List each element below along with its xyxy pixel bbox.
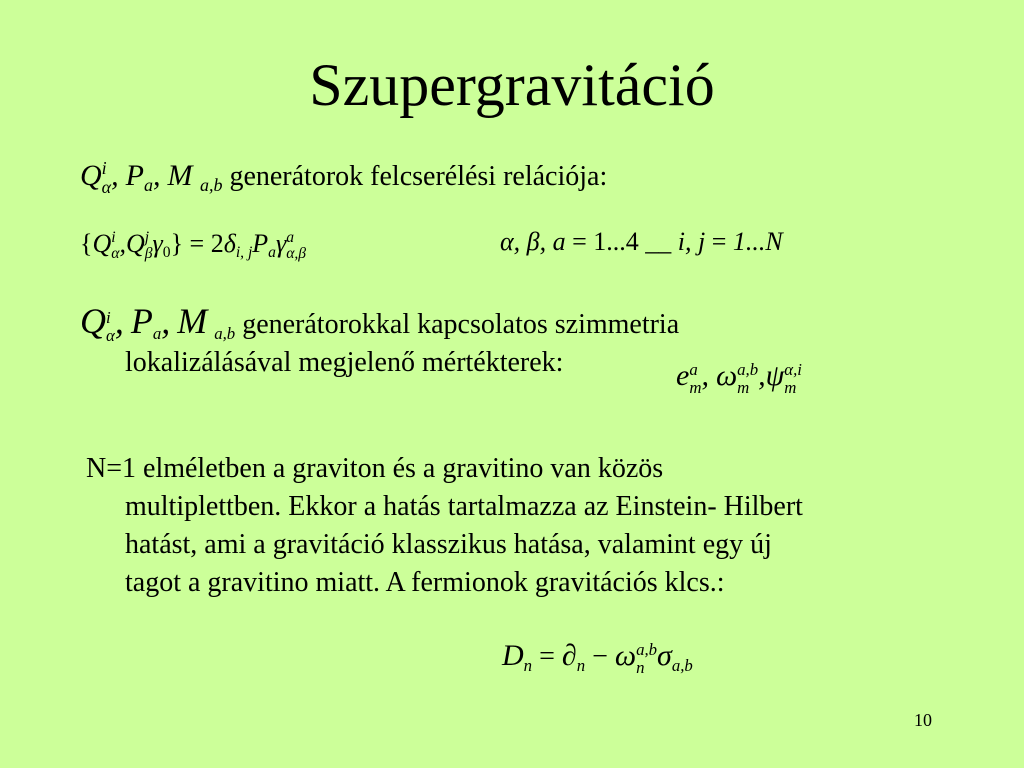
anticommutator-formula: {Q i α ,Q j β $\gamma_0\} = 2\delta_{i, j}P_a\gamma$ a α,β bbox=[80, 228, 307, 263]
covariant-derivative-formula: $D_n = \partial_n - \omega$ a,b n $\sigma_{a,b}$ bbox=[502, 639, 693, 677]
formula-line-generators: Q i α , $P_a$, M $_{a,b}$ generátorok felcserélési relációja: bbox=[80, 158, 608, 198]
gauge-fields-paragraph: Q i α , $P_a$, M $_{a,b}$ generátorokkal kapcsolatos szimmetria lokalizálásával megjelenő mértékterek: bbox=[80, 301, 680, 379]
M-symbol: M $_{a,b}$ bbox=[167, 159, 223, 196]
generators-text: generátorok felcserélési relációja: bbox=[229, 161, 608, 192]
Q-symbol: Q i α bbox=[80, 158, 112, 198]
page-number: 10 bbox=[914, 710, 932, 730]
n1-supergravity-paragraph bbox=[86, 450, 803, 602]
para2-line2: lokalizálásával megjelenő mértékterek: bbox=[125, 347, 564, 379]
P-symbol: $P_a$ bbox=[125, 159, 153, 196]
para3-line: N=1 elméletben a graviton és a gravitino van közös bbox=[86, 453, 664, 484]
index-ranges: α, β, a = 1...4 __ i, j = 1...N bbox=[500, 227, 783, 256]
gauge-fields-formula: e a m , ω a,b m ,ψ α,i m bbox=[676, 359, 802, 397]
para2-line1: generátorokkal kapcsolatos szimmetria bbox=[242, 309, 680, 340]
slide-title: Szupergravitáció bbox=[309, 52, 715, 118]
para3-line: multiplettben. Ekkor a hatás tartalmazza az Einstein- Hilbert bbox=[125, 491, 803, 522]
para3-line: hatást, ami a gravitáció klasszikus hatása, valamint egy új bbox=[125, 529, 772, 560]
para3-line: tagot a gravitino miatt. A fermionok gravitációs klcs.: bbox=[125, 567, 725, 598]
